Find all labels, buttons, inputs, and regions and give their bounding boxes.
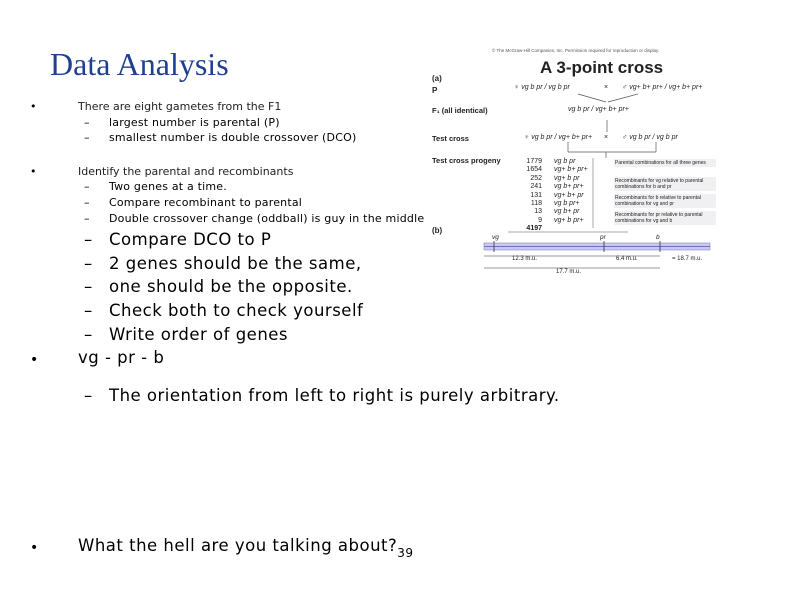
- progeny-genotype: vg+ b+ pr: [554, 191, 584, 199]
- sub-item-text: Double crossover change (oddball) is guy in the middle: [109, 212, 425, 225]
- sub-item-text: Compare recombinant to parental: [109, 196, 303, 209]
- dash: –: [84, 254, 93, 273]
- copyright-note: © The McGraw-Hill Companies, Inc. Permission required for reproduction or display.: [492, 48, 660, 53]
- orientation-note: The orientation from left to right is purely arbitrary.: [109, 386, 560, 405]
- f1-genotype: vg b pr / vg+ b+ pr+: [568, 106, 629, 113]
- big-sub-item-text: one should be the opposite.: [109, 277, 353, 296]
- distance-total: 17.7 m.u.: [556, 269, 582, 275]
- final-bullet: [78, 536, 414, 560]
- testcross-female: ♀ vg b pr / vg+ b+ pr+: [524, 134, 593, 141]
- gene-vg: vg: [492, 234, 499, 241]
- p-male: ♂ vg+ b+ pr+ / vg+ b+ pr+: [622, 84, 703, 91]
- big-sub-item-text: Write order of genes: [109, 325, 289, 344]
- page-number: 39: [397, 546, 414, 560]
- dash: –: [84, 116, 90, 129]
- note-vg: Recombinants for vg relative to parental combinations for b and pr: [614, 177, 716, 191]
- progeny-genotype: vg+ b pr+: [554, 216, 584, 224]
- bullet-dot: •: [30, 100, 37, 113]
- sub-item-text: smallest number is double crossover (DCO): [109, 131, 357, 144]
- progeny-genotype: vg+ b pr: [554, 174, 580, 182]
- dash: –: [84, 325, 93, 344]
- cross-symbol: ×: [604, 134, 609, 141]
- big-sub-item-text: 2 genes should be the same,: [109, 254, 362, 273]
- progeny-genotype: vg b pr: [554, 158, 576, 165]
- progeny-count: 118: [530, 200, 542, 208]
- label-a: (a): [432, 74, 442, 83]
- gene-pr: pr: [600, 234, 606, 241]
- note-b: Recombinants for b relative to parental combinations for vg and pr: [614, 194, 716, 208]
- gene-order: vg - pr - b: [78, 348, 165, 367]
- progeny-label: Test cross progeny: [432, 156, 501, 165]
- progeny-total: 4197: [526, 225, 542, 233]
- cross-symbol: ×: [604, 84, 609, 91]
- progeny-count: 252: [530, 174, 542, 182]
- dash: –: [84, 131, 90, 144]
- dash: –: [84, 180, 90, 193]
- page-title: Data Analysis: [50, 46, 229, 82]
- progeny-genotype: vg+ b+ pr+: [554, 166, 588, 174]
- progeny-count: 1779: [526, 158, 542, 165]
- figure-heading: A 3-point cross: [540, 58, 664, 77]
- progeny-genotype: vg b+ pr: [554, 208, 580, 216]
- progeny-count: 13: [534, 208, 542, 216]
- note-parental: Parental combinations for all three genes: [614, 159, 716, 167]
- dash: –: [84, 212, 90, 225]
- bullet-dot: •: [30, 352, 39, 368]
- progeny-count: 131: [530, 191, 542, 199]
- bullet-gametes: There are eight gametes from the F1: [78, 100, 282, 113]
- testcross-male: ♂ vg b pr / vg b pr: [622, 134, 678, 141]
- bullet-dot: •: [30, 540, 39, 556]
- dash: –: [84, 386, 93, 405]
- bullet-identify: Identify the parental and recombinants: [78, 165, 294, 178]
- three-point-cross-figure: [428, 46, 756, 284]
- p-female: ♀ vg b pr / vg b pr: [514, 84, 570, 91]
- sub-item-text: Two genes at a time.: [109, 180, 227, 193]
- label-b: (b): [432, 226, 443, 235]
- distance-vg-pr: 12.3 m.u.: [512, 256, 538, 262]
- progeny-genotype: vg b pr+: [554, 200, 580, 208]
- dash: –: [84, 196, 90, 209]
- testcross-label: Test cross: [432, 134, 469, 143]
- progeny-count: 1654: [526, 166, 542, 174]
- distance-pr-b: 6.4 m.u.: [616, 256, 638, 262]
- note-pr: Recombinants for pr relative to parental combinations for vg and b: [614, 211, 716, 225]
- chromosome-map: [428, 46, 756, 284]
- distance-sum: = 18.7 m.u.: [672, 256, 703, 262]
- big-sub-item-text: Check both to check yourself: [109, 301, 364, 320]
- big-sub-item-text: Compare DCO to P: [109, 230, 272, 249]
- progeny-count: 9: [538, 216, 542, 224]
- gene-b: b: [656, 234, 660, 241]
- bullet-dot: •: [30, 165, 37, 178]
- dash: –: [84, 301, 93, 320]
- label-p: P: [432, 86, 438, 95]
- f1-label: F₁ (all identical): [432, 106, 488, 115]
- final-bullet-text: What the hell are you talking about?: [78, 536, 398, 555]
- progeny-count: 241: [530, 183, 542, 191]
- sub-item-text: largest number is parental (P): [109, 116, 280, 129]
- dash: –: [84, 230, 93, 249]
- progeny-genotype: vg b+ pr+: [554, 183, 584, 191]
- dash: –: [84, 277, 93, 296]
